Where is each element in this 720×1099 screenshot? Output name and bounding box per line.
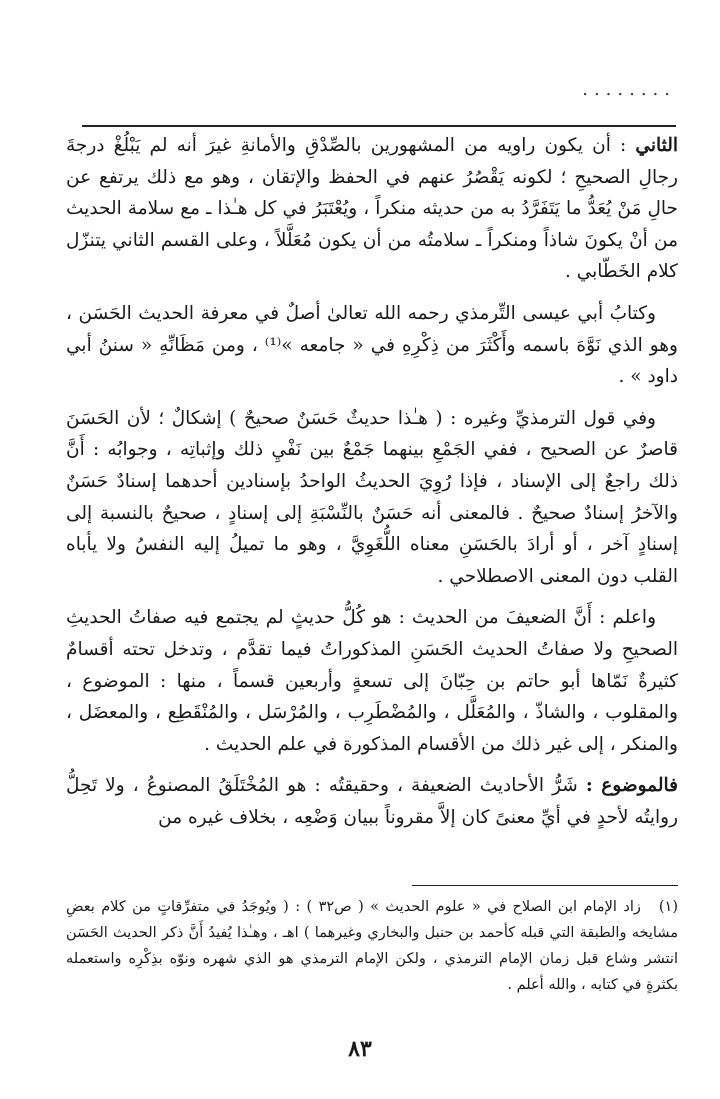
paragraph-body: واعلم : أَنَّ الضعيفَ من الحديث : هو كُلُّ حديثٍ لم يجتمع فيه صفاتُ الحديثِ الصحيحِ ولا صفاتُ الحديث الحَسَنِ المذكوراتُ فيما تقدَّم ، وتدخل تحته أقسامٌ كثيرةٌ نَمّاها أبو حاتم بن حِبّانَ إلى تسعةٍ وأربعين قسماً ، منها : الموضوع ، والمقلوب ، والشاذّ ، والمُعَلَّل ، والمُضْطَرِب ، والمُرْسَل ، والمُنْقَطِع ، والمعضَل ، والمنكر ، إلى غير ذلك من الأقسام المذكورة في علم الحديث . <box>66 607 678 755</box>
paragraph-lead: الثاني <box>635 135 678 156</box>
paragraph-tirmidhi-book <box>66 298 678 393</box>
header-dots: ........ <box>582 79 676 100</box>
footnote-number: (١) <box>658 899 678 915</box>
paragraph-hasan-sahih-issue <box>66 403 678 593</box>
main-text <box>66 130 678 843</box>
paragraph-body: : أن يكون راويه من المشهورين بالصِّدْقِ والأمانةِ غيرَ أنه لم يَبْلُغْ درجةَ رجالِ الصحيحِ ؛ لكونه يَقْصُرُ عنهم في الحفظ والإتقان ، وهو مع ذلك يرتفع عن حالِ مَنْ يُعَدُّ ما يَتَفَرَّدُ به من حديثه منكراً ، ويُعْتَبَرُ في كل هـٰذا ـ مع سلامة الحديث من أنْ يكونَ شاذاً ومنكراً ـ سلامتُه من أن يكون مُعَلَّلاً ، وعلى القسم الثاني يتنزّل كلام الخَطّابي . <box>66 135 678 283</box>
footnote-rule <box>412 885 678 886</box>
paragraph-body: وكتابُ أبي عيسى التِّرمذي رحمه الله تعالىٰ أصلٌ في معرفة الحديث الحَسَن ، وهو الذي نَوَّهَ باسمه وأَكْثَرَ من ذِكْرِهِ في « جامعه »⁽¹⁾ ، ومن مَظَانِّهِ « سننُ أبي داود » . <box>66 302 678 388</box>
paragraph-body: شَرُّ الأحاديث الضعيفة ، وحقيقتُه : هو المُخْتَلَقُ المصنوعُ ، ولا تَحِلُّ روايتُه لأحدٍ في أيِّ معنىً كان إلاَّ مقروناً ببيان وَضْعِه ، بخلاف غيره من <box>66 775 678 828</box>
paragraph-second-category <box>66 130 678 288</box>
page-number: ٨٣ <box>348 1036 372 1062</box>
footnote <box>66 894 678 998</box>
paragraph-lead: فالموضوع : <box>585 775 678 797</box>
paragraph-body: وفي قول الترمذيِّ وغيره : ( هـٰذا حديثٌ حَسَنٌ صحيحٌ ) إشكالٌ ؛ لأن الحَسَنَ قاصرٌ عن الصحيح ، ففي الجَمْعِ بينهما جَمْعٌ بين نَفْيِ ذلك وإثباتِه ، وجوابُه : أَنَّ ذلك راجعٌ إلى الإسناد ، فإذا رُوِيَ الحديثُ الواحدُ بإسنادين أحدهما إسنادٌ حَسَنٌ والآخرُ إسنادٌ صحيحٌ . فالمعنى أنه حَسَنٌ بالنِّسْبَةِ إلى إسنادٍ ، صحيحٌ بالنسبة إلى إسنادٍ آخر ، أو أرادَ بالحَسَنِ معناه اللُّغَوِيَّ ، وهو ما تميلُ إليه النفسُ ولا يأباه القلب دون المعنى الاصطلاحي . <box>66 407 678 587</box>
header-rule <box>82 125 676 127</box>
paragraph-fabricated <box>66 770 678 833</box>
paragraph-weak-hadith <box>66 602 678 760</box>
footnote-text: زاد الإمام ابن الصلاح في « علوم الحديث » ( ص٣٢ ) : ( ويُوجَدُ في متفرِّقاتٍ من كلام بعضِ مشايخه والطبقة التي قبله كأحمد بن حنبل والبخاري وغيرهما ) اهـ ، وهـٰذا يُفيدُ أَنَّ ذكر الحديث الحَسَن انتشر وشاع قبل زمان الإمام الترمذي ، ولكن الإمام الترمذي هو الذي شهره ونوّه بذِكْرِه واستعمله بكثرةٍ في كتابه ، والله أعلم . <box>66 899 678 993</box>
